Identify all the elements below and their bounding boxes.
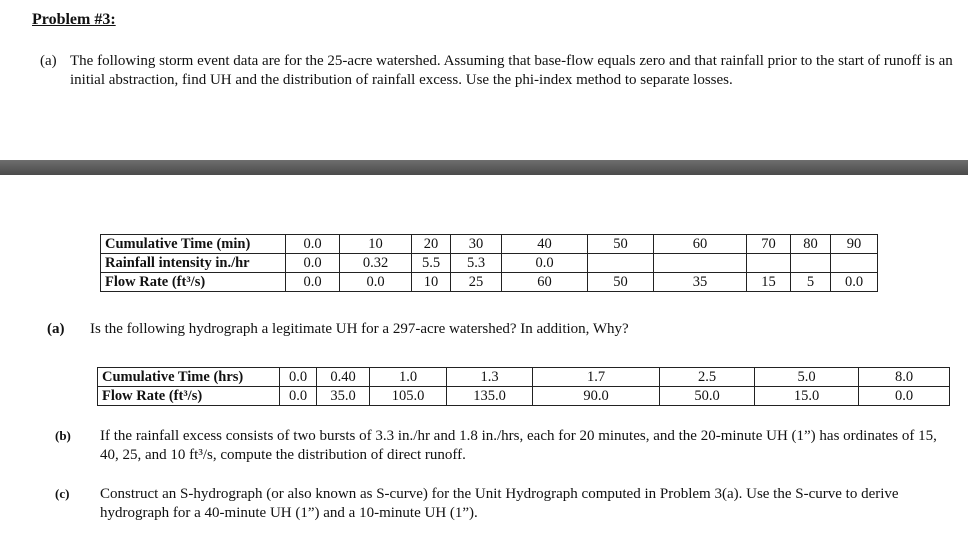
- table-cell: 60: [502, 273, 588, 292]
- table-cell: 0.32: [340, 254, 412, 273]
- table-cell: 1.7: [533, 368, 660, 387]
- table-cell: 0.0: [286, 235, 340, 254]
- table-cell: 0.0: [286, 254, 340, 273]
- question-a-label: (a): [47, 321, 65, 337]
- table-cell: 0.0: [286, 273, 340, 292]
- part-b-label: (b): [55, 428, 71, 443]
- table-cell: 0.0: [831, 273, 878, 292]
- hydrograph-table: [97, 367, 950, 406]
- table-cell: 70: [747, 235, 791, 254]
- table-cell: 0.0: [340, 273, 412, 292]
- table-cell: 0.0: [859, 387, 950, 406]
- table-cell: 5.0: [755, 368, 859, 387]
- table-cell: 0.0: [280, 368, 317, 387]
- part-c-label: (c): [55, 486, 70, 501]
- question-a-text: Is the following hydrograph a legitimate UH for a 297-acre watershed? In addition, Why?: [90, 321, 629, 337]
- table-cell: 8.0: [859, 368, 950, 387]
- row-header-time: Cumulative Time (hrs): [98, 368, 280, 387]
- row-header-rainfall: Rainfall intensity in./hr: [101, 254, 286, 273]
- table-cell: 35.0: [317, 387, 370, 406]
- table-cell: 0.0: [502, 254, 588, 273]
- table-cell: 60: [654, 235, 747, 254]
- part-b-text: If the rainfall excess consists of two bursts of 3.3 in./hr and 1.8 in./hrs, each for 20 minutes, and the 20-minute UH (1”) has ordinates of 15, 40, 25, and 10 ft³/s, compute the distribution of direct runoff.: [100, 428, 937, 463]
- table-cell: [747, 254, 791, 273]
- table-row: [98, 368, 950, 387]
- storm-data-table: [100, 234, 878, 292]
- table-cell: 30: [451, 235, 502, 254]
- table-cell: 50: [588, 273, 654, 292]
- table-cell: 10: [412, 273, 451, 292]
- table-cell: [791, 254, 831, 273]
- part-a-text: The following storm event data are for the 25-acre watershed. Assuming that base-flow equals zero and that rainfall prior to the start of runoff is an initial abstraction, find UH and the distribution of rainfall excess. Use the phi-index method to separate losses.: [70, 53, 953, 88]
- table-row: [101, 235, 878, 254]
- table-cell: [654, 254, 747, 273]
- table-cell: 0.40: [317, 368, 370, 387]
- table-cell: 50: [588, 235, 654, 254]
- table-cell: 2.5: [660, 368, 755, 387]
- table-cell: 50.0: [660, 387, 755, 406]
- table-cell: 10: [340, 235, 412, 254]
- table-row: [101, 273, 878, 292]
- table-cell: [588, 254, 654, 273]
- table-cell: 5.3: [451, 254, 502, 273]
- table-cell: 0.0: [280, 387, 317, 406]
- table-cell: 25: [451, 273, 502, 292]
- table-cell: 15.0: [755, 387, 859, 406]
- table-cell: 20: [412, 235, 451, 254]
- table-cell: [831, 254, 878, 273]
- table-cell: 90: [831, 235, 878, 254]
- table-cell: 15: [747, 273, 791, 292]
- table-cell: 80: [791, 235, 831, 254]
- part-a-label: (a): [40, 53, 57, 69]
- table-cell: 135.0: [447, 387, 533, 406]
- table-cell: 35: [654, 273, 747, 292]
- row-header-flow: Flow Rate (ft³/s): [101, 273, 286, 292]
- table-cell: 40: [502, 235, 588, 254]
- table-cell: 1.3: [447, 368, 533, 387]
- part-c-text: Construct an S-hydrograph (or also known as S-curve) for the Unit Hydrograph computed in Problem 3(a). Use the S-curve to derive hydrograph for a 40-minute UH (1”) and a 10-minute UH (1”).: [100, 486, 899, 521]
- page-divider-bar: [0, 160, 968, 175]
- table-cell: 1.0: [370, 368, 447, 387]
- table-cell: 5: [791, 273, 831, 292]
- problem-title: Problem #3:: [32, 11, 116, 28]
- table-row: [98, 387, 950, 406]
- table-cell: 105.0: [370, 387, 447, 406]
- row-header-time: Cumulative Time (min): [101, 235, 286, 254]
- table-cell: 90.0: [533, 387, 660, 406]
- row-header-flow: Flow Rate (ft³/s): [98, 387, 280, 406]
- table-row: [101, 254, 878, 273]
- table-cell: 5.5: [412, 254, 451, 273]
